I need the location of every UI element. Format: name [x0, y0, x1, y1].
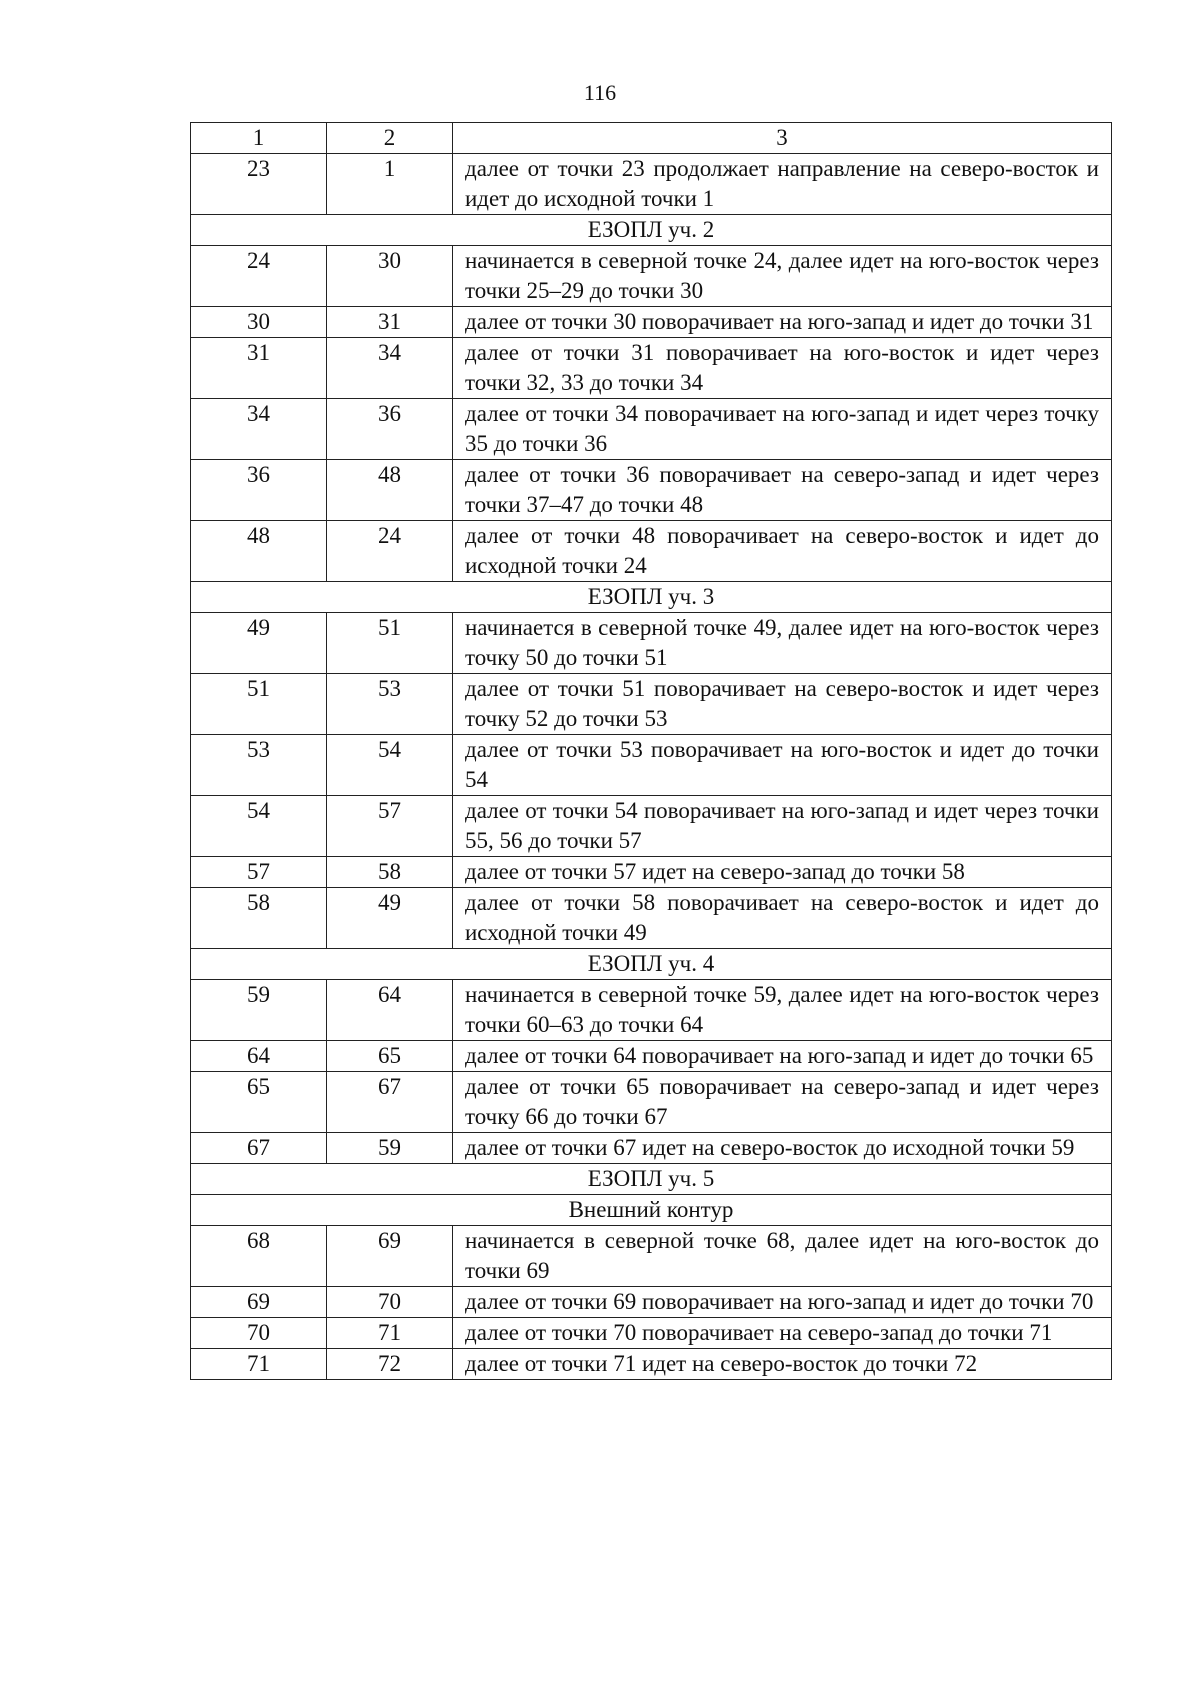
start-point-cell: 53	[191, 735, 327, 796]
table-row	[191, 154, 1112, 215]
table-row	[191, 888, 1112, 949]
section-title: Внешний контур	[191, 1195, 1112, 1226]
start-point-cell: 64	[191, 1041, 327, 1072]
description-cell: далее от точки 34 поворачивает на юго-запад и идет через точку 35 до точки 36	[453, 399, 1112, 460]
description-cell: далее от точки 70 поворачивает на северо-запад до точки 71	[453, 1318, 1112, 1349]
description-cell: далее от точки 54 поворачивает на юго-запад и идет через точки 55, 56 до точки 57	[453, 796, 1112, 857]
end-point-cell: 36	[327, 399, 453, 460]
description-cell: начинается в северной точке 59, далее идет на юго-восток через точки 60–63 до точки 64	[453, 980, 1112, 1041]
description-cell: далее от точки 31 поворачивает на юго-восток и идет через точки 32, 33 до точки 34	[453, 338, 1112, 399]
table-row	[191, 307, 1112, 338]
start-point-cell: 54	[191, 796, 327, 857]
description-cell: далее от точки 36 поворачивает на северо-запад и идет через точки 37–47 до точки 48	[453, 460, 1112, 521]
end-point-cell: 51	[327, 613, 453, 674]
end-point-cell: 57	[327, 796, 453, 857]
start-point-cell: 70	[191, 1318, 327, 1349]
end-point-cell: 71	[327, 1318, 453, 1349]
table-row	[191, 1226, 1112, 1287]
description-cell: далее от точки 51 поворачивает на северо-восток и идет через точку 52 до точки 53	[453, 674, 1112, 735]
end-point-cell: 72	[327, 1349, 453, 1380]
start-point-cell: 51	[191, 674, 327, 735]
table-header-row	[191, 123, 1112, 154]
table-row	[191, 1041, 1112, 1072]
start-point-cell: 24	[191, 246, 327, 307]
boundary-description-table	[190, 122, 1112, 1380]
end-point-cell: 34	[327, 338, 453, 399]
description-cell: далее от точки 71 идет на северо-восток до точки 72	[453, 1349, 1112, 1380]
table-row	[191, 735, 1112, 796]
end-point-cell: 48	[327, 460, 453, 521]
end-point-cell: 54	[327, 735, 453, 796]
table-row	[191, 246, 1112, 307]
description-cell: далее от точки 48 поворачивает на северо-восток и идет до исходной точки 24	[453, 521, 1112, 582]
end-point-cell: 64	[327, 980, 453, 1041]
end-point-cell: 30	[327, 246, 453, 307]
start-point-cell: 68	[191, 1226, 327, 1287]
description-cell: далее от точки 69 поворачивает на юго-запад и идет до точки 70	[453, 1287, 1112, 1318]
end-point-cell: 65	[327, 1041, 453, 1072]
description-cell: далее от точки 58 поворачивает на северо-восток и идет до исходной точки 49	[453, 888, 1112, 949]
end-point-cell: 24	[327, 521, 453, 582]
table-row	[191, 1133, 1112, 1164]
start-point-cell: 23	[191, 154, 327, 215]
section-row	[191, 1164, 1112, 1195]
table-body	[191, 123, 1112, 1380]
end-point-cell: 59	[327, 1133, 453, 1164]
table-row	[191, 1072, 1112, 1133]
section-title: ЕЗОПЛ уч. 3	[191, 582, 1112, 613]
description-cell: далее от точки 57 идет на северо-запад до точки 58	[453, 857, 1112, 888]
section-row	[191, 215, 1112, 246]
table-row	[191, 613, 1112, 674]
start-point-cell: 69	[191, 1287, 327, 1318]
table-row	[191, 1287, 1112, 1318]
start-point-cell: 59	[191, 980, 327, 1041]
page-number: 116	[583, 80, 617, 105]
section-row	[191, 582, 1112, 613]
start-point-cell: 49	[191, 613, 327, 674]
description-cell: далее от точки 53 поворачивает на юго-восток и идет до точки 54	[453, 735, 1112, 796]
end-point-cell: 53	[327, 674, 453, 735]
description-cell: далее от точки 67 идет на северо-восток до исходной точки 59	[453, 1133, 1112, 1164]
table-row	[191, 857, 1112, 888]
end-point-cell: 49	[327, 888, 453, 949]
table-row	[191, 796, 1112, 857]
end-point-cell: 1	[327, 154, 453, 215]
header-col-2: 2	[327, 123, 453, 154]
start-point-cell: 34	[191, 399, 327, 460]
end-point-cell: 69	[327, 1226, 453, 1287]
description-cell: далее от точки 65 поворачивает на северо-запад и идет через точку 66 до точки 67	[453, 1072, 1112, 1133]
table-row	[191, 338, 1112, 399]
table-row	[191, 674, 1112, 735]
start-point-cell: 48	[191, 521, 327, 582]
description-cell: далее от точки 23 продолжает направление на северо-восток и идет до исходной точки 1	[453, 154, 1112, 215]
start-point-cell: 30	[191, 307, 327, 338]
section-row	[191, 949, 1112, 980]
table-row	[191, 980, 1112, 1041]
start-point-cell: 65	[191, 1072, 327, 1133]
description-cell: далее от точки 30 поворачивает на юго-запад и идет до точки 31	[453, 307, 1112, 338]
table-row	[191, 1318, 1112, 1349]
table-row	[191, 521, 1112, 582]
start-point-cell: 67	[191, 1133, 327, 1164]
description-cell: начинается в северной точке 68, далее идет на юго-восток до точки 69	[453, 1226, 1112, 1287]
start-point-cell: 71	[191, 1349, 327, 1380]
end-point-cell: 58	[327, 857, 453, 888]
start-point-cell: 58	[191, 888, 327, 949]
header-col-3: 3	[453, 123, 1112, 154]
table-row	[191, 1349, 1112, 1380]
end-point-cell: 31	[327, 307, 453, 338]
description-cell: начинается в северной точке 24, далее идет на юго-восток через точки 25–29 до точки 30	[453, 246, 1112, 307]
section-title: ЕЗОПЛ уч. 4	[191, 949, 1112, 980]
section-row	[191, 1195, 1112, 1226]
table-row	[191, 399, 1112, 460]
start-point-cell: 31	[191, 338, 327, 399]
header-col-1: 1	[191, 123, 327, 154]
section-title: ЕЗОПЛ уч. 5	[191, 1164, 1112, 1195]
start-point-cell: 57	[191, 857, 327, 888]
end-point-cell: 70	[327, 1287, 453, 1318]
end-point-cell: 67	[327, 1072, 453, 1133]
section-title: ЕЗОПЛ уч. 2	[191, 215, 1112, 246]
table-row	[191, 460, 1112, 521]
description-cell: начинается в северной точке 49, далее идет на юго-восток через точку 50 до точки 51	[453, 613, 1112, 674]
description-cell: далее от точки 64 поворачивает на юго-запад и идет до точки 65	[453, 1041, 1112, 1072]
start-point-cell: 36	[191, 460, 327, 521]
